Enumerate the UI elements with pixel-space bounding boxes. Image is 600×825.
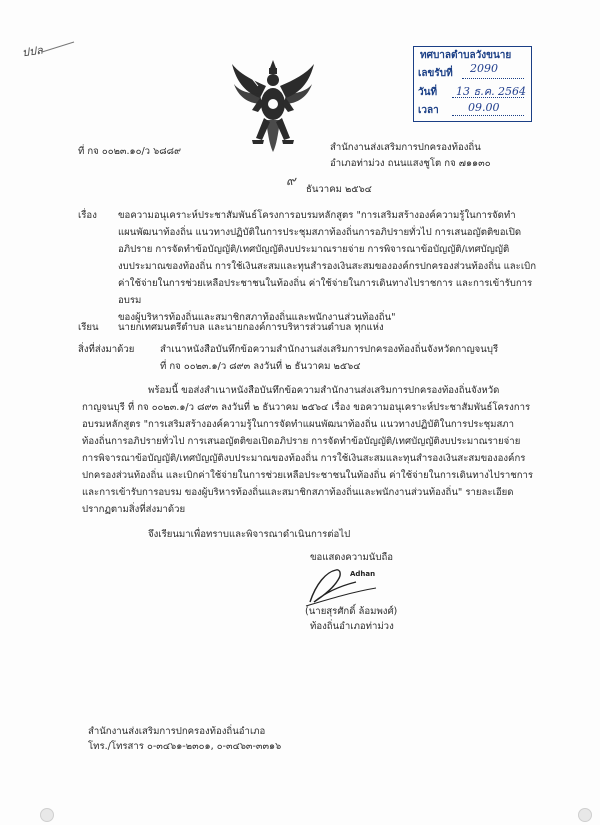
corner-pen-stroke-icon [40, 38, 78, 58]
stamp-received-no-label: เลขรับที่ [418, 68, 453, 79]
stamp-time: 09.00 [468, 101, 500, 114]
subject-text [118, 207, 548, 326]
subject-label: เรื่อง [78, 210, 97, 221]
footer-office: สำนักงานส่งเสริมการปกครองท้องถิ่นอำเภอ [88, 726, 266, 737]
signer-name: (นายสุรศักดิ์ ล้อมพงศ์) [305, 606, 398, 617]
stamp-dotted-line [462, 78, 524, 79]
stamp-received-no: 2090 [470, 62, 498, 75]
enclosure-line: สำเนาหนังสือบันทึกข้อความสำนักงานส่งเสริมการปกครองท้องถิ่นจังหวัดกาญจนบุรี [160, 344, 499, 355]
regards-text: ขอแสดงความนับถือ [310, 552, 394, 563]
punch-hole [40, 808, 54, 822]
stamp-date-label: วันที่ [418, 87, 438, 98]
enclosure-line: ที่ กจ ๐๐๒๓.๑/ว ๘๙๓ ลงวันที่ ๒ ธันวาคม ๒๕๖๔ [160, 361, 361, 372]
footer-phone: โทร./โทรสาร ๐-๓๔๖๑-๒๓๐๑, ๐-๓๔๖๓-๓๓๑๖ [88, 741, 282, 752]
recipient-text: นายกเทศมนตรีตำบล และนายกองค์การบริหารส่วนตำบล ทุกแห่ง [118, 322, 384, 333]
received-stamp [413, 46, 532, 122]
punch-hole [578, 808, 592, 822]
body-line: และการเข้ารับการอบรม ของผู้บริหารท้องถิ่นและสมาชิกสภาท้องถิ่นและพนักงานส่วนท้องถิ่น" รายละเอียด [82, 487, 514, 498]
signature-scribble: Adhan [350, 570, 376, 578]
closing-line: จึงเรียนมาเพื่อทราบและพิจารณาดำเนินการต่อไป [148, 529, 351, 540]
stamp-time-label: เวลา [418, 105, 439, 116]
body-line: ปรากฏตามสิ่งที่ส่งมาด้วย [82, 504, 186, 515]
subject-line: ของผู้บริหารท้องถิ่นและสมาชิกสภาท้องถิ่นและพนักงานส่วนท้องถิ่น" [118, 312, 396, 323]
subject-line: อภิปราย การจัดทำข้อบัญญัติ/เทศบัญญัติงบประมาณรายจ่าย การพิจารณาข้อบัญญัติ/เทศบัญญัติ [118, 244, 510, 255]
stamp-dotted-line [452, 115, 524, 116]
subject-line: แผนพัฒนาท้องถิ่น แนวทางปฏิบัติในการประชุมสภาท้องถิ่นการอภิปรายทั่วไป การเสนอญัตติขอเปิด [118, 227, 522, 238]
body-line: พร้อมนี้ ขอส่งสำเนาหนังสือบันทึกข้อความสำนักงานส่งเสริมการปกครองท้องถิ่นจังหวัด [148, 385, 500, 396]
document-date: ธันวาคม ๒๕๖๔ [306, 184, 372, 195]
document-number: ที่ กจ ๐๐๒๓.๑๐/ว ๖๘๘๙ [78, 146, 182, 157]
stamp-office-name: ทศบาลตำบลวังขนาย [420, 50, 512, 61]
recipient-label: เรียน [78, 322, 99, 333]
corner-handwritten-mark: ปปล [21, 43, 44, 60]
sender-address: อำเภอท่าม่วง ถนนแสงชูโต กจ ๗๑๑๓๐ [330, 158, 491, 169]
sender-office: สำนักงานส่งเสริมการปกครองท้องถิ่น [330, 142, 481, 153]
body-line: อบรมหลักสูตร "การเสริมสร้างองค์ความรู้ในการจัดทำแผนพัฒนาท้องถิ่น แนวทางปฏิบัติในการประชุมสภา [82, 419, 515, 430]
date-day-handwritten: ๙ [286, 174, 296, 189]
signer-title: ท้องถิ่นอำเภอท่าม่วง [310, 621, 394, 632]
stamp-date: 13 ธ.ค. 2564 [456, 85, 527, 98]
body-line: ปกครองส่วนท้องถิ่น และเบิกค่าใช้จ่ายในการช่วยเหลือประชาชนในท้องถิ่น ค่าใช้จ่ายในการเดินทางไปราชการ [82, 470, 534, 481]
subject-line: งบประมาณของท้องถิ่น การใช้เงินสะสมและทุนสำรองเงินสะสมขององค์กรปกครองส่วนท้องถิ่น และเบิก [118, 261, 537, 272]
body-line: กาญจนบุรี ที่ กจ ๐๐๒๓.๑/ว ๘๙๓ ลงวันที่ ๒ ธันวาคม ๒๕๖๔ เรื่อง ขอความอนุเคราะห์ประชาสัมพันธ์โครงการ [82, 402, 531, 413]
body-line: ท้องถิ่นการอภิปรายทั่วไป การเสนอญัตติขอเปิดอภิปราย การจัดทำข้อบัญญัติ/เทศบัญญัติงบประมาณรายจ่าย [82, 436, 521, 447]
subject-line: ขอความอนุเคราะห์ประชาสัมพันธ์โครงการอบรมหลักสูตร "การเสริมสร้างองค์ความรู้ในการจัดทำ [118, 210, 516, 221]
garuda-emblem-icon [230, 58, 316, 154]
subject-line: ค่าใช้จ่ายในการช่วยเหลือประชาชนในท้องถิ่น ค่าใช้จ่ายในการเดินทางไปราชการ และการเข้ารับการอบรม [118, 278, 533, 306]
body-paragraph [82, 382, 552, 518]
body-line: การพิจารณาข้อบัญญัติ/เทศบัญญัติงบประมาณของท้องถิ่น การใช้เงินสะสมและทุนสำรองเงินสะสมขององค์กร [82, 453, 526, 464]
enclosure-label: สิ่งที่ส่งมาด้วย [78, 344, 135, 355]
